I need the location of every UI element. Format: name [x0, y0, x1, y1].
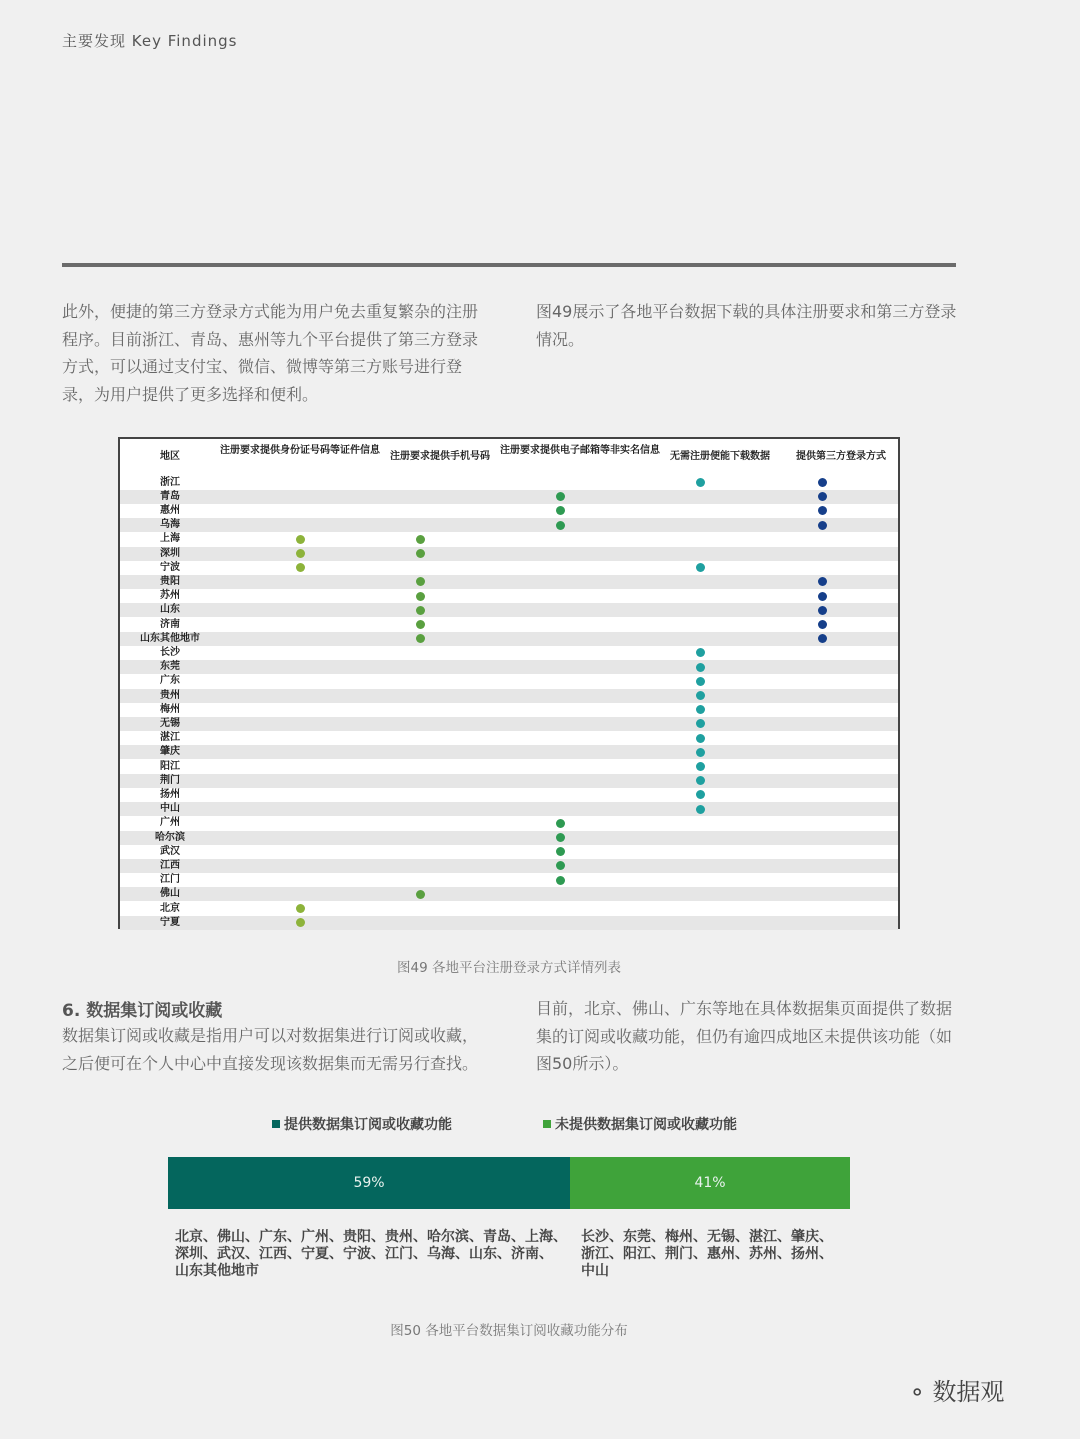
row-region-label: 东莞 [160, 661, 180, 673]
row-region-label: 中山 [160, 803, 180, 815]
table-mark-dot [696, 790, 705, 799]
row-region-label: 湛江 [160, 732, 180, 744]
table-mark-dot [818, 506, 827, 515]
paragraph-figure49-intro: 图49展示了各地平台数据下载的具体注册要求和第三方登录情况。 [536, 302, 957, 349]
row-region-label: 贵阳 [160, 575, 180, 587]
cities-not-provided-line: 中山 [581, 1263, 609, 1279]
table-row [120, 774, 898, 788]
table-mark-dot [696, 663, 705, 672]
table-row [120, 532, 898, 546]
table-mark-dot [818, 521, 827, 530]
table-row [120, 646, 898, 660]
table-mark-dot [556, 876, 565, 885]
table-row [120, 660, 898, 674]
table-mark-dot [556, 506, 565, 515]
table-row [120, 632, 898, 646]
table-mark-dot [818, 492, 827, 501]
table-row [120, 561, 898, 575]
table-row [120, 873, 898, 887]
legend-not-provided [543, 1114, 737, 1134]
row-region-label: 佛山 [160, 888, 180, 900]
row-region-label: 广州 [160, 817, 180, 829]
table-mark-dot [296, 904, 305, 913]
paragraph-subscription-definition: 数据集订阅或收藏是指用户可以对数据集进行订阅或收藏，之后便可在个人中心中直接发现该数据集而无需另行查找。 [62, 1026, 479, 1073]
row-region-label: 贵州 [160, 689, 180, 701]
table-mark-dot [416, 535, 425, 544]
legend-provided-swatch [272, 1120, 280, 1128]
bar-not-provided-label: 41% [694, 1175, 726, 1191]
wechat-account-logo [908, 1372, 1004, 1407]
row-region-label: 江门 [160, 874, 180, 886]
table-row [120, 745, 898, 759]
legend-not-provided-swatch [543, 1120, 551, 1128]
table-row [120, 703, 898, 717]
table-mark-dot [296, 535, 305, 544]
table-row [120, 589, 898, 603]
table-mark-dot [818, 592, 827, 601]
row-region-label: 荆门 [160, 774, 180, 786]
bar-not-provided [570, 1157, 850, 1209]
registration-table [118, 437, 900, 929]
table-mark-dot [818, 620, 827, 629]
table-mark-dot [696, 478, 705, 487]
column-header-email: 注册要求提供电子邮箱等非实名信息 [500, 445, 660, 456]
section-6-heading: 6. 数据集订阅或收藏 [62, 1001, 223, 1021]
row-region-label: 济南 [160, 618, 180, 630]
row-region-label: 乌海 [160, 519, 180, 531]
table-row [120, 504, 898, 518]
cities-provided-list [175, 1229, 575, 1280]
table-mark-dot [416, 890, 425, 899]
row-region-label: 无锡 [160, 717, 180, 729]
table-mark-dot [818, 606, 827, 615]
table-row [120, 490, 898, 504]
paragraph-third-party-login: 此外，便捷的第三方登录方式能为用户免去重复繁杂的注册程序。目前浙江、青岛、惠州等九个平台提供了第三方登录方式，可以通过支付宝、微信、微博等第三方账号进行登录，为用户提供了更多选择和便利。 [62, 302, 479, 404]
column-header-region: 地区 [160, 451, 180, 462]
row-region-label: 山东其他地市 [140, 632, 200, 644]
cities-not-provided-list [581, 1229, 851, 1280]
table-row [120, 831, 898, 845]
table-mark-dot [696, 705, 705, 714]
row-region-label: 上海 [160, 533, 180, 545]
table-row [120, 760, 898, 774]
wechat-icon: ⚬ [908, 1381, 927, 1406]
bar-provided-label: 59% [353, 1175, 385, 1191]
cities-not-provided-line: 长沙、东莞、梅州、无锡、湛江、肇庆、 [581, 1229, 833, 1245]
table-row [120, 618, 898, 632]
column-header-no-register: 无需注册便能下载数据 [670, 451, 770, 462]
table-mark-dot [696, 805, 705, 814]
row-region-label: 苏州 [160, 590, 180, 602]
page-header-title: 主要发现 Key Findings [62, 32, 238, 50]
row-region-label: 阳江 [160, 760, 180, 772]
table-mark-dot [696, 691, 705, 700]
table-mark-dot [696, 677, 705, 686]
table-row [120, 859, 898, 873]
table-row [120, 731, 898, 745]
row-region-label: 肇庆 [160, 746, 180, 758]
figure49-caption: 图49 各地平台注册登录方式详情列表 [397, 960, 621, 976]
cities-provided-line: 深圳、武汉、江西、宁夏、宁波、江门、乌海、山东、济南、 [175, 1246, 553, 1262]
row-region-label: 哈尔滨 [155, 831, 185, 843]
table-mark-dot [556, 521, 565, 530]
row-region-label: 宁夏 [160, 916, 180, 928]
row-region-label: 江西 [160, 859, 180, 871]
table-mark-dot [818, 577, 827, 586]
table-row [120, 802, 898, 816]
table-mark-dot [296, 918, 305, 927]
table-row [120, 717, 898, 731]
table-header [120, 439, 898, 475]
table-mark-dot [696, 563, 705, 572]
table-row [120, 518, 898, 532]
column-header-third-party: 提供第三方登录方式 [796, 451, 886, 462]
row-region-label: 青岛 [160, 490, 180, 502]
table-mark-dot [416, 634, 425, 643]
row-region-label: 梅州 [160, 703, 180, 715]
table-mark-dot [696, 776, 705, 785]
row-region-label: 深圳 [160, 547, 180, 559]
table-mark-dot [556, 847, 565, 856]
table-row [120, 476, 898, 490]
row-region-label: 广东 [160, 675, 180, 687]
table-mark-dot [556, 833, 565, 842]
table-row [120, 816, 898, 830]
table-row [120, 845, 898, 859]
table-mark-dot [696, 748, 705, 757]
column-header-phone: 注册要求提供手机号码 [390, 451, 490, 462]
table-row [120, 916, 898, 930]
row-region-label: 宁波 [160, 561, 180, 573]
table-mark-dot [416, 577, 425, 586]
table-mark-dot [818, 634, 827, 643]
table-row [120, 887, 898, 901]
row-region-label: 浙江 [160, 476, 180, 488]
row-region-label: 山东 [160, 604, 180, 616]
table-row [120, 788, 898, 802]
cities-provided-line: 山东其他地市 [175, 1263, 259, 1279]
table-mark-dot [818, 478, 827, 487]
row-region-label: 惠州 [160, 504, 180, 516]
table-mark-dot [416, 592, 425, 601]
table-mark-dot [556, 861, 565, 870]
table-row [120, 603, 898, 617]
table-mark-dot [696, 648, 705, 657]
table-row [120, 575, 898, 589]
table-mark-dot [416, 606, 425, 615]
table-mark-dot [416, 620, 425, 629]
legend-provided-label: 提供数据集订阅或收藏功能 [284, 1117, 452, 1133]
table-row [120, 689, 898, 703]
table-mark-dot [416, 549, 425, 558]
row-region-label: 扬州 [160, 788, 180, 800]
cities-provided-line: 北京、佛山、广东、广州、贵阳、贵州、哈尔滨、青岛、上海、 [175, 1229, 567, 1245]
table-row [120, 547, 898, 561]
table-mark-dot [556, 819, 565, 828]
bar-provided [168, 1157, 570, 1209]
table-mark-dot [296, 549, 305, 558]
legend-provided [272, 1114, 452, 1134]
divider-rule [62, 263, 956, 267]
table-row [120, 902, 898, 916]
table-mark-dot [696, 734, 705, 743]
legend-not-provided-label: 未提供数据集订阅或收藏功能 [555, 1117, 737, 1133]
row-region-label: 长沙 [160, 646, 180, 658]
paragraph-subscription-status: 目前，北京、佛山、广东等地在具体数据集页面提供了数据集的订阅或收藏功能，但仍有逾四成地区未提供该功能（如图50所示）。 [536, 999, 953, 1073]
figure50-caption: 图50 各地平台数据集订阅收藏功能分布 [390, 1323, 628, 1339]
logo-text: 数据观 [932, 1378, 1005, 1406]
table-row [120, 674, 898, 688]
table-mark-dot [696, 719, 705, 728]
table-mark-dot [296, 563, 305, 572]
column-header-id-info: 注册要求提供身份证号码等证件信息 [220, 445, 380, 456]
table-mark-dot [556, 492, 565, 501]
table-mark-dot [696, 762, 705, 771]
row-region-label: 北京 [160, 902, 180, 914]
row-region-label: 武汉 [160, 845, 180, 857]
cities-not-provided-line: 浙江、阳江、荆门、惠州、苏州、扬州、 [581, 1246, 833, 1262]
